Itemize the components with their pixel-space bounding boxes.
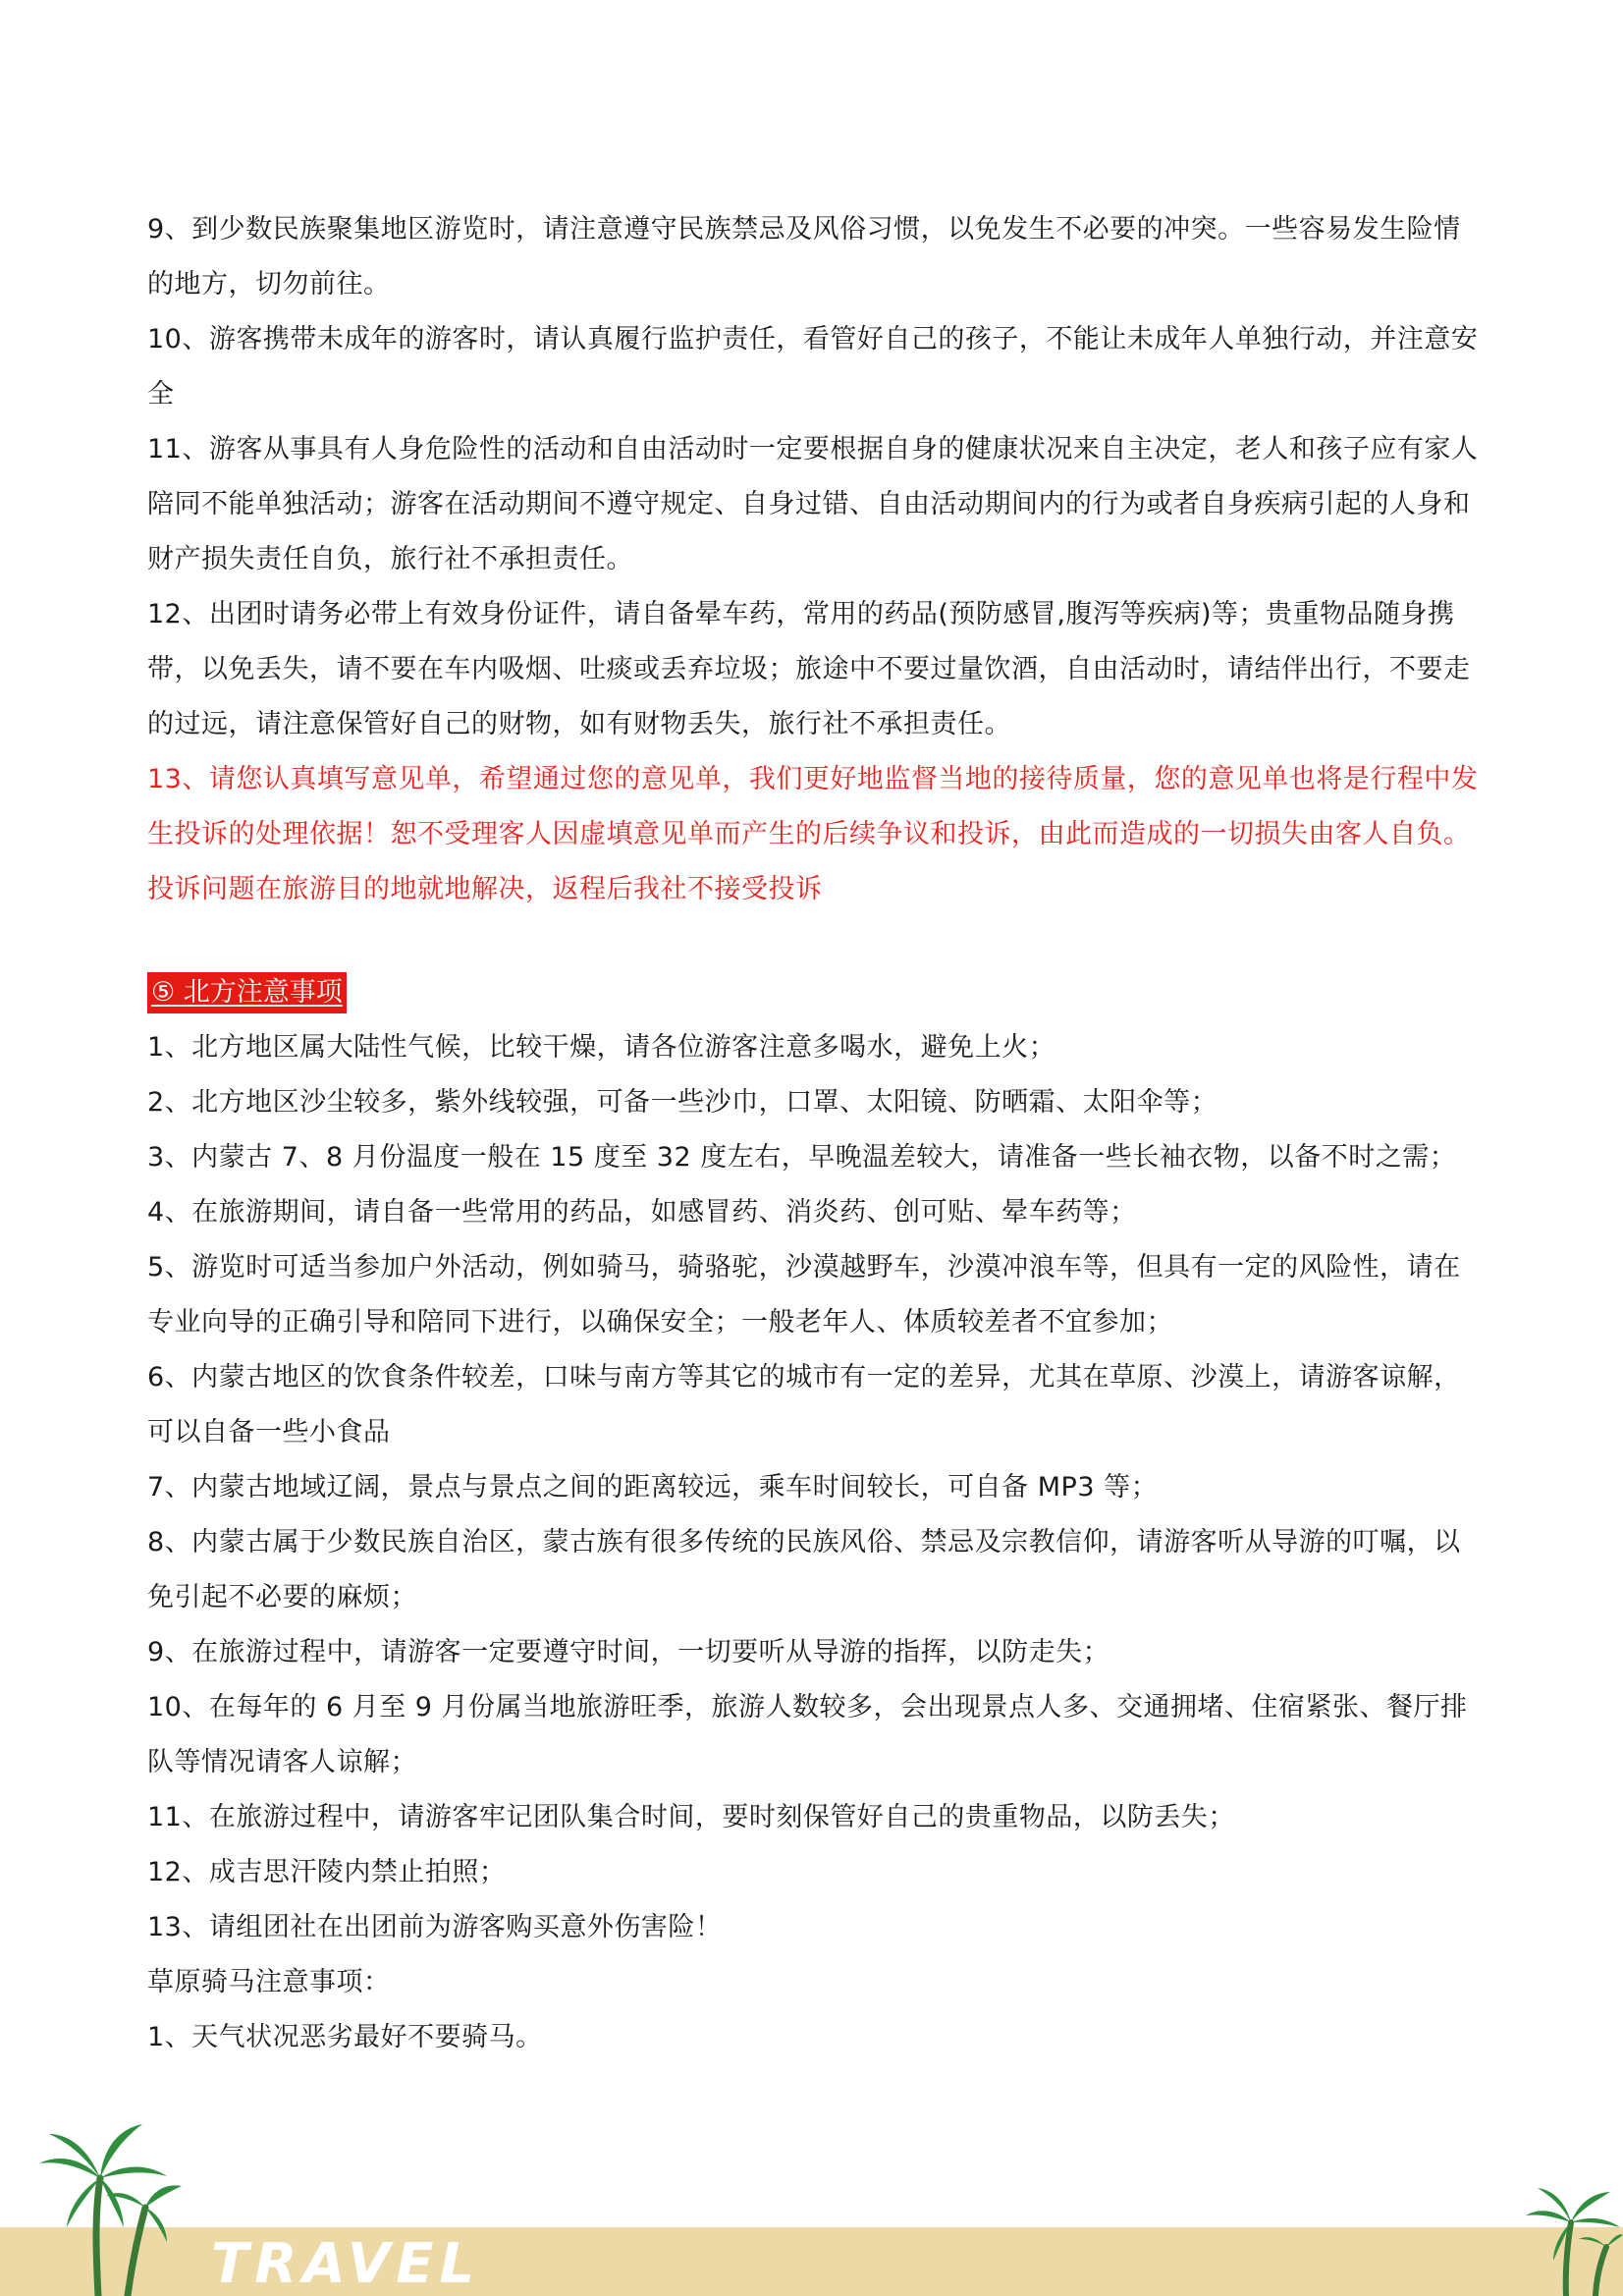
list-item: 11、在旅游过程中，请游客牢记团队集合时间，要时刻保管好自己的贵重物品，以防丢失；	[147, 1802, 1235, 1832]
horse-riding-item: 1、天气状况恶劣最好不要骑马。	[147, 2022, 543, 2052]
list-item: 13、请组团社在出团前为游客购买意外伤害险！	[147, 1912, 723, 1942]
list-item: 2、北方地区沙尘较多，紫外线较强，可备一些沙巾，口罩、太阳镜、防晒霜、太阳伞等；	[147, 1087, 1218, 1118]
list-item: 9、在旅游过程中，请游客一定要遵守时间，一切要听从导游的指挥，以防走失；	[147, 1637, 1110, 1667]
palm-tree-icon	[1522, 2178, 1623, 2296]
horse-riding-title: 草原骑马注意事项：	[147, 1967, 391, 1997]
list-item: 10、在每年的 6 月至 9 月份属当地旅游旺季，旅游人数较多，会出现景点人多、交通拥堵、住宿紧张、餐厅排队等情况请客人谅解；	[147, 1692, 1468, 1777]
section-spacer	[147, 917, 1483, 972]
list-item: 3、内蒙古 7、8 月份温度一般在 15 度至 32 度左右，早晚温差较大，请准备一些长袖衣物，以备不时之需；	[147, 1142, 1457, 1173]
list-item: 5、游览时可适当参加户外活动，例如骑马，骑骆驼，沙漠越野车，沙漠冲浪车等，但具有一定的风险性，请在专业向导的正确引导和陪同下进行，以确保安全；一般老年人、体质较差者不宜参加；	[147, 1252, 1461, 1338]
document-body	[147, 202, 1483, 2065]
list-item: 4、在旅游期间，请自备一些常用的药品，如感冒药、消炎药、创可贴、晕车药等；	[147, 1197, 1137, 1228]
complaint-notice: 13、请您认真填写意见单，希望通过您的意见单，我们更好地监督当地的接待质量，您的意见单也将是行程中发生投诉的处理依据！恕不受理客人因虚填意见单而产生的后续争议和投诉，由此而造成的一切损失由客人自负。投诉问题在旅游目的地就地解决，返程后我社不接受投诉	[147, 764, 1479, 904]
list-item: 1、北方地区属大陆性气候，比较干燥，请各位游客注意多喝水，避免上火；	[147, 1032, 1056, 1063]
palm-tree-icon	[29, 2109, 187, 2296]
paragraph-12: 12、出团时请务必带上有效身份证件，请自备晕车药，常用的药品(预防感冒,腹泻等疾病)等；贵重物品随身携带，以免丢失，请不要在车内吸烟、吐痰或丢弃垃圾；旅途中不要过量饮酒，自由活动时，请结伴出行，不要走的过远，请注意保管好自己的财物，如有财物丢失，旅行社不承担责任。	[147, 599, 1471, 739]
paragraph-9: 9、到少数民族聚集地区游览时，请注意遵守民族禁忌及风俗习惯，以免发生不必要的冲突。一些容易发生险情的地方，切勿前往。	[147, 214, 1461, 300]
list-item: 12、成吉思汗陵内禁止拍照；	[147, 1857, 507, 1887]
paragraph-11: 11、游客从事具有人身危险性的活动和自由活动时一定要根据自身的健康状况来自主决定，老人和孩子应有家人陪同不能单独活动；游客在活动期间不遵守规定、自身过错、自由活动期间内的行为或者自身疾病引起的人身和财产损失责任自负，旅行社不承担责任。	[147, 434, 1479, 574]
list-item: 6、内蒙古地区的饮食条件较差，口味与南方等其它的城市有一定的差异，尤其在草原、沙漠上，请游客谅解，可以自备一些小食品	[147, 1362, 1461, 1448]
list-item: 8、内蒙古属于少数民族自治区，蒙古族有很多传统的民族风俗、禁忌及宗教信仰，请游客听从导游的叮嘱，以免引起不必要的麻烦；	[147, 1527, 1461, 1613]
travel-brand-text: TRAVEL	[211, 2232, 481, 2296]
list-item: 7、内蒙古地域辽阔，景点与景点之间的距离较远，乘车时间较长，可自备 MP3 等；	[147, 1472, 1159, 1503]
section-title-north: ⑤ 北方注意事项	[147, 972, 347, 1013]
paragraph-10: 10、游客携带未成年的游客时，请认真履行监护责任，看管好自己的孩子，不能让未成年人单独行动，并注意安全	[147, 324, 1479, 410]
north-notice-list	[147, 1020, 1483, 1955]
